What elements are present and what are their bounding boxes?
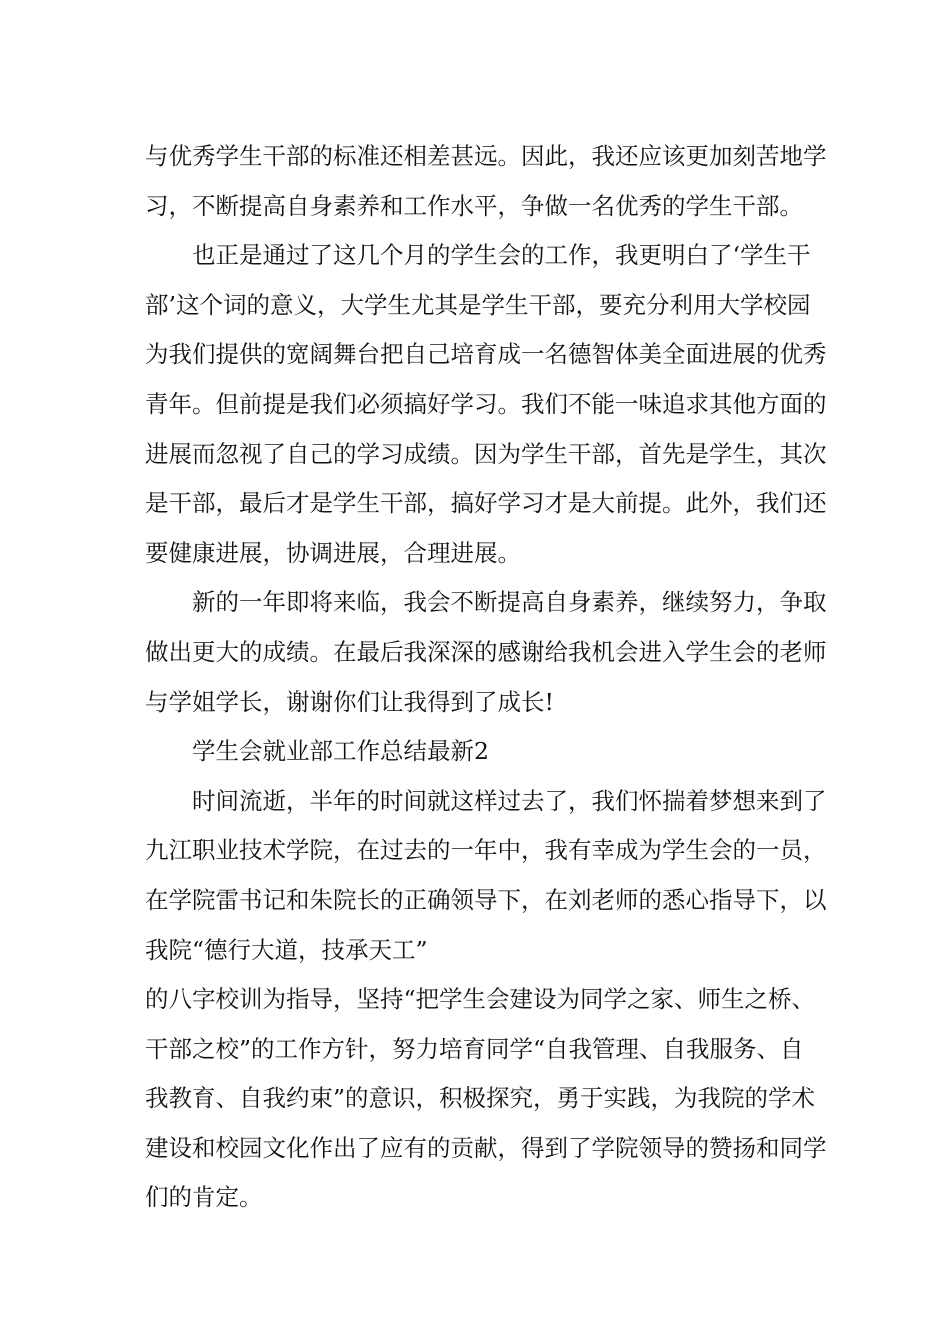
text-line: 新的一年即将来临，我会不断提高自身素养，继续努力，争取: [192, 588, 827, 617]
text-line: 们的肯定。: [145, 1183, 263, 1212]
text-line: 九江职业技术学院，在过去的一年中，我有幸成为学生会的一员，: [145, 836, 827, 865]
text-line: 在学院雷书记和朱院长的正确领导下，在刘老师的悉心指导下，以: [145, 885, 827, 914]
text-line: 习，不断提高自身素养和工作水平，争做一名优秀的学生干部。: [145, 191, 803, 220]
text-line: 青年。但前提是我们必须搞好学习。我们不能一味追求其他方面的: [145, 389, 827, 418]
document-body: [145, 132, 827, 1223]
text-line: 时间流逝，半年的时间就这样过去了，我们怀揣着梦想来到了: [192, 786, 827, 815]
text-line: 我院“德行大道，技承天工”: [145, 935, 428, 964]
text-line: 建设和校园文化作出了应有的贡献，得到了学院领导的赞扬和同学: [145, 1133, 827, 1162]
text-line: 部’这个词的意义，大学生尤其是学生干部，要充分利用大学校园: [145, 290, 811, 319]
text-line: 为我们提供的宽阔舞台把自己培育成一名德智体美全面进展的优秀: [145, 340, 827, 369]
text-line: 的八字校训为指导，坚持“把学生会建设为同学之家、师生之桥、: [145, 985, 816, 1014]
text-line: 要健康进展，协调进展，合理进展。: [145, 538, 521, 567]
text-line: 做出更大的成绩。在最后我深深的感谢给我机会进入学生会的老师: [145, 637, 827, 666]
text-line: 与学姐学长，谢谢你们让我得到了成长!: [145, 687, 554, 716]
text-line: 是干部，最后才是学生干部，搞好学习才是大前提。此外，我们还: [145, 489, 827, 518]
section-heading: 学生会就业部工作总结最新2: [192, 737, 489, 766]
text-line: 也正是通过了这几个月的学生会的工作，我更明白了‘学生干: [192, 241, 811, 270]
text-line: 我教育、自我约束”的意识，积极探究，勇于实践，为我院的学术: [145, 1084, 816, 1113]
text-line: 进展而忽视了自己的学习成绩。因为学生干部，首先是学生，其次: [145, 439, 827, 468]
text-line: 干部之校”的工作方针，努力培育同学“自我管理、自我服务、自: [145, 1034, 804, 1063]
text-line: 与优秀学生干部的标准还相差甚远。因此，我还应该更加刻苦地学: [145, 142, 827, 170]
